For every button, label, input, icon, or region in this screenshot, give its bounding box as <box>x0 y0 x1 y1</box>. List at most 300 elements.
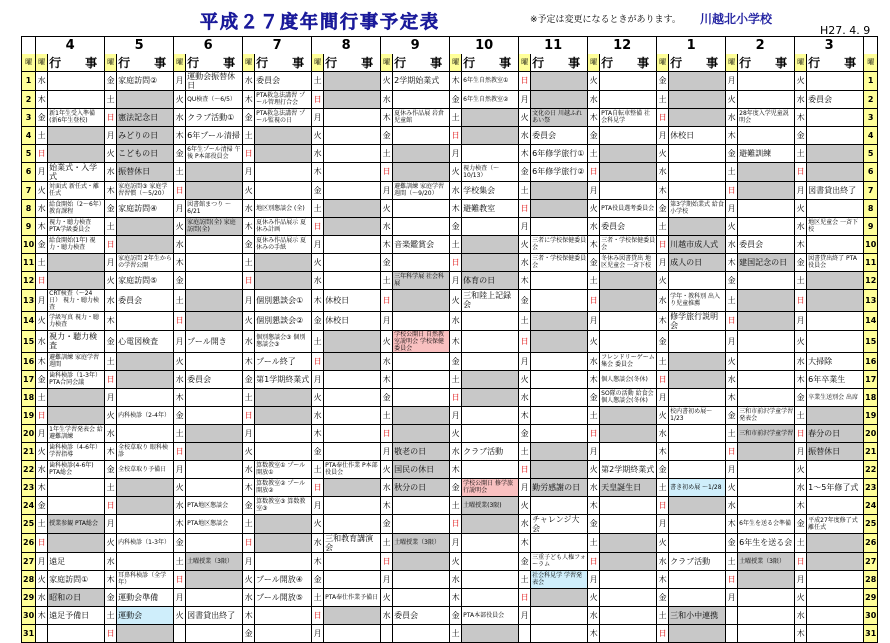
weekday-cell: 木 <box>243 352 255 370</box>
month-header: 4 <box>36 37 105 54</box>
weekday-cell: 水 <box>105 424 117 442</box>
event-cell: 運動会振替休日 <box>186 71 243 90</box>
weekday-cell: 金 <box>36 496 48 514</box>
event-cell <box>255 514 312 533</box>
day-number: 6 <box>864 162 878 181</box>
event-cell <box>738 352 795 370</box>
weekday-cell: 水 <box>243 71 255 90</box>
event-cell: 校内書初め展～1/23 <box>669 406 726 424</box>
event-cell <box>738 289 795 311</box>
weekday-cell: 土 <box>657 478 669 496</box>
weekday-cell: 土 <box>519 442 531 460</box>
weekday-cell: 日 <box>726 181 738 199</box>
event-cell: 視力・聴力検査 <box>48 330 105 352</box>
event-cell: 学校公開日 自然教室説明会 学校保健委員会 <box>393 330 450 352</box>
weekday-cell: 土 <box>795 406 807 424</box>
weekday-cell: 金 <box>657 71 669 90</box>
weekday-cell: 水 <box>174 496 186 514</box>
weekday-cell <box>726 606 738 624</box>
weekday-cell: 金 <box>243 496 255 514</box>
weekday-cell: 木 <box>588 624 600 642</box>
weekday-cell: 火 <box>36 181 48 199</box>
event-cell <box>531 424 588 442</box>
event-cell <box>807 624 864 642</box>
weekday-cell: 金 <box>450 478 462 496</box>
weekday-cell: 木 <box>105 311 117 330</box>
day-number: 18 <box>22 388 36 406</box>
table-row <box>22 460 878 478</box>
weekday-cell: 水 <box>450 570 462 588</box>
weekday-cell: 月 <box>726 460 738 478</box>
event-cell <box>48 496 105 514</box>
weekday-label: 曜 <box>174 54 186 72</box>
event-cell: 図書貸出終了 <box>807 181 864 199</box>
event-cell <box>600 514 657 533</box>
weekday-cell: 金 <box>381 126 393 144</box>
table-row <box>22 496 878 514</box>
weekday-cell: 金 <box>657 588 669 606</box>
weekday-cell: 月 <box>243 552 255 570</box>
weekday-cell: 木 <box>36 90 48 108</box>
event-cell <box>186 424 243 442</box>
event-cell <box>531 271 588 289</box>
table-row <box>22 442 878 460</box>
event-cell: 委員会 <box>186 370 243 388</box>
day-number: 29 <box>22 588 36 606</box>
event-cell <box>807 108 864 126</box>
month-header: 10 <box>450 37 519 54</box>
weekday-cell: 日 <box>657 235 669 253</box>
weekday-cell: 木 <box>657 570 669 588</box>
weekday-cell: 金 <box>519 552 531 570</box>
weekday-cell: 水 <box>588 352 600 370</box>
event-cell: 図書貸出終了 PTA役員会 <box>807 253 864 271</box>
event-cell: チャレンジ大会 <box>531 514 588 533</box>
event-cell <box>669 624 726 642</box>
event-cell <box>48 90 105 108</box>
weekday-cell: 木 <box>657 311 669 330</box>
weekday-cell: 木 <box>588 235 600 253</box>
weekday-cell: 木 <box>588 370 600 388</box>
weekday-cell: 日 <box>450 126 462 144</box>
event-cell <box>255 552 312 570</box>
day-number: 3 <box>22 108 36 126</box>
event-cell: こどもの日 <box>117 144 174 162</box>
weekday-cell: 日 <box>174 570 186 588</box>
weekday-cell: 土 <box>381 144 393 162</box>
weekday-cell: 土 <box>174 162 186 181</box>
table-row <box>22 311 878 330</box>
event-cell: PTA地区懇談会 <box>186 496 243 514</box>
weekday-cell: 木 <box>174 253 186 271</box>
event-cell <box>48 388 105 406</box>
weekday-cell: 金 <box>105 588 117 606</box>
weekday-cell: 金 <box>795 514 807 533</box>
event-cell <box>600 496 657 514</box>
weekday-cell: 金 <box>174 144 186 162</box>
weekday-cell: 水 <box>381 606 393 624</box>
weekday-cell: 土 <box>36 388 48 406</box>
day-number: 13 <box>22 289 36 311</box>
weekday-cell: 水 <box>36 199 48 217</box>
weekday-cell: 月 <box>795 570 807 588</box>
event-cell <box>738 588 795 606</box>
day-number: 5 <box>22 144 36 162</box>
weekday-cell: 金 <box>105 460 117 478</box>
annual-schedule-table <box>21 36 878 643</box>
weekday-cell: 日 <box>657 370 669 388</box>
day-number: 20 <box>864 424 878 442</box>
event-cell: プール開放④ <box>255 570 312 588</box>
weekday-cell: 火 <box>174 606 186 624</box>
event-cell <box>738 624 795 642</box>
event-cell <box>669 588 726 606</box>
event-cell: 6年卒業生 <box>807 370 864 388</box>
weekday-cell: 日 <box>726 442 738 460</box>
event-cell <box>669 162 726 181</box>
weekday-cell: 土 <box>381 533 393 552</box>
event-cell <box>393 514 450 533</box>
weekday-cell: 水 <box>174 235 186 253</box>
event-cell: PTA救急法講習 プール管理打合会 <box>255 90 312 108</box>
weekday-cell: 日 <box>243 144 255 162</box>
event-cell <box>807 144 864 162</box>
event-cell <box>48 478 105 496</box>
weekday-cell: 土 <box>519 311 531 330</box>
event-cell <box>393 424 450 442</box>
event-cell: 夏休み作品展示 夏休みの手紙 <box>255 235 312 253</box>
weekday-cell: 月 <box>726 330 738 352</box>
table-row <box>22 108 878 126</box>
event-cell: 成人の日 <box>669 253 726 271</box>
event-cell: 6年生プール清掃 午後 P本部役員会 <box>186 144 243 162</box>
event-cell <box>600 71 657 90</box>
weekday-cell: 日 <box>519 199 531 217</box>
weekday-cell: 月 <box>519 90 531 108</box>
event-cell <box>186 181 243 199</box>
weekday-cell: 月 <box>657 388 669 406</box>
weekday-cell: 日 <box>243 271 255 289</box>
day-number: 15 <box>22 330 36 352</box>
event-cell: 卒業生送別会 出席 <box>807 388 864 406</box>
weekday-cell <box>726 624 738 642</box>
event-cell <box>117 352 174 370</box>
weekday-cell: 水 <box>243 199 255 217</box>
event-cell <box>324 624 381 642</box>
weekday-cell: 金 <box>381 253 393 271</box>
event-cell: PTA奉仕作業予備日 <box>324 588 381 606</box>
day-number: 25 <box>22 514 36 533</box>
weekday-cell: 火 <box>795 199 807 217</box>
day-number: 24 <box>22 496 36 514</box>
table-row <box>22 424 878 442</box>
weekday-cell: 水 <box>381 90 393 108</box>
day-number: 20 <box>22 424 36 442</box>
event-cell <box>462 330 519 352</box>
day-number: 4 <box>864 126 878 144</box>
weekday-cell: 水 <box>105 289 117 311</box>
event-cell: 憲法記念日 <box>117 108 174 126</box>
event-cell: 国民の休日 <box>393 460 450 478</box>
event-cell <box>807 606 864 624</box>
event-cell: 文化の日 川越ふれあい祭 <box>531 108 588 126</box>
day-number: 21 <box>22 442 36 460</box>
weekday-cell: 土 <box>243 514 255 533</box>
event-cell <box>738 442 795 460</box>
event-cell: 歯科検診（4-6年） 学習指導 <box>48 442 105 460</box>
event-cell: 大掃除 <box>807 352 864 370</box>
weekday-cell: 木 <box>174 388 186 406</box>
event-cell <box>600 588 657 606</box>
event-cell <box>255 144 312 162</box>
weekday-cell: 日 <box>105 496 117 514</box>
event-cell <box>462 588 519 606</box>
day-number: 26 <box>22 533 36 552</box>
table-row <box>22 478 878 496</box>
weekday-cell: 日 <box>519 330 531 352</box>
weekday-cell: 日 <box>588 424 600 442</box>
event-cell <box>600 162 657 181</box>
weekday-cell: 金 <box>726 533 738 552</box>
weekday-cell: 金 <box>450 606 462 624</box>
day-number: 7 <box>864 181 878 199</box>
weekday-cell: 月 <box>381 442 393 460</box>
event-cell <box>807 71 864 90</box>
weekday-cell: 月 <box>105 253 117 271</box>
weekday-cell: 水 <box>381 352 393 370</box>
event-cell <box>186 533 243 552</box>
event-cell <box>48 624 105 642</box>
event-cell <box>669 424 726 442</box>
event-cell: 視力・聴力検査 PTA学級委員会 <box>48 217 105 235</box>
event-cell <box>531 90 588 108</box>
event-cell <box>324 552 381 570</box>
weekday-cell: 土 <box>795 271 807 289</box>
weekday-cell: 金 <box>450 352 462 370</box>
event-cell <box>531 624 588 642</box>
weekday-cell <box>381 624 393 642</box>
weekday-cell: 火 <box>381 330 393 352</box>
weekday-cell: 金 <box>174 406 186 424</box>
event-cell <box>669 460 726 478</box>
event-cell: 避難訓練 家庭学習週間（～9/20） <box>393 181 450 199</box>
event-cell: 対面式 新任式・離任式 <box>48 181 105 199</box>
weekday-cell: 土 <box>450 235 462 253</box>
weekday-cell: 金 <box>381 388 393 406</box>
weekday-cell: 木 <box>450 330 462 352</box>
weekday-cell: 木 <box>381 370 393 388</box>
event-cell: 体育の日 <box>462 271 519 289</box>
weekday-cell: 日 <box>657 108 669 126</box>
weekday-cell: 水 <box>450 311 462 330</box>
weekday-cell: 水 <box>312 406 324 424</box>
weekday-cell: 火 <box>588 588 600 606</box>
day-label: 曜 <box>22 54 36 72</box>
weekday-cell: 金 <box>519 162 531 181</box>
weekday-cell: 土 <box>450 624 462 642</box>
event-cell <box>600 442 657 460</box>
event-cell <box>462 144 519 162</box>
event-label: 行 事 <box>325 55 380 70</box>
weekday-cell: 日 <box>381 162 393 181</box>
weekday-cell: 月 <box>243 424 255 442</box>
event-cell <box>600 311 657 330</box>
event-cell: 社会科見学 学習発表会 <box>531 570 588 588</box>
weekday-cell: 火 <box>105 144 117 162</box>
event-cell: プール終了 <box>255 352 312 370</box>
weekday-cell: 水 <box>657 424 669 442</box>
event-cell: PTA役員選考委員会 <box>600 199 657 217</box>
weekday-cell: 月 <box>36 289 48 311</box>
month-header: 3 <box>795 37 864 54</box>
event-cell <box>48 533 105 552</box>
event-cell: 家庭訪問(全) 家庭訪問(全) <box>186 217 243 235</box>
event-cell <box>117 624 174 642</box>
weekday-cell: 水 <box>105 162 117 181</box>
weekday-cell: 火 <box>174 217 186 235</box>
event-cell: 個人懇談会(冬休) <box>600 370 657 388</box>
weekday-cell: 火 <box>312 253 324 271</box>
weekday-cell: 火 <box>243 570 255 588</box>
weekday-cell: 土 <box>657 217 669 235</box>
event-label: 行 事 <box>670 55 725 70</box>
event-cell <box>462 253 519 271</box>
event-cell <box>186 388 243 406</box>
weekday-cell: 日 <box>36 271 48 289</box>
weekday-cell: 金 <box>36 108 48 126</box>
weekday-cell: 日 <box>726 570 738 588</box>
weekday-cell: 火 <box>312 126 324 144</box>
weekday-cell: 土 <box>588 271 600 289</box>
event-cell: SO隊の活動 給食会 個人懇談会(冬休) <box>600 388 657 406</box>
weekday-cell: 水 <box>243 588 255 606</box>
event-cell <box>669 90 726 108</box>
weekday-cell: 金 <box>795 253 807 271</box>
weekday-cell: 火 <box>381 588 393 606</box>
event-cell <box>393 624 450 642</box>
event-cell <box>462 406 519 424</box>
event-cell <box>324 570 381 588</box>
weekday-cell: 水 <box>36 330 48 352</box>
weekday-cell: 日 <box>36 533 48 552</box>
event-cell <box>393 588 450 606</box>
event-cell <box>393 496 450 514</box>
day-number: 1 <box>22 71 36 90</box>
event-cell <box>255 253 312 271</box>
event-cell: 休校日 <box>324 311 381 330</box>
weekday-cell: 月 <box>174 71 186 90</box>
weekday-cell: 水 <box>795 90 807 108</box>
page-title: 平成２７度年間行事予定表 <box>200 12 440 33</box>
weekday-cell: 金 <box>243 624 255 642</box>
weekday-cell: 日 <box>381 424 393 442</box>
event-cell: 土曜授業（3限） <box>738 552 795 570</box>
day-number: 17 <box>22 370 36 388</box>
corner-cell <box>864 37 878 54</box>
weekday-cell: 木 <box>381 108 393 126</box>
day-number: 16 <box>22 352 36 370</box>
event-cell: 学校公開日 修学旅行説明会 <box>462 478 519 496</box>
event-cell: 全校草取り予備日 <box>117 460 174 478</box>
weekday-cell: 月 <box>657 514 669 533</box>
weekday-cell: 火 <box>726 478 738 496</box>
event-cell <box>393 570 450 588</box>
event-cell: 昭和の日 <box>48 588 105 606</box>
event-cell: 第3学期始業式 給食小学校 <box>670 201 724 215</box>
day-number: 1 <box>864 71 878 90</box>
event-cell <box>186 271 243 289</box>
event-label: 行 事 <box>532 55 587 70</box>
event-cell <box>531 588 588 606</box>
weekday-cell: 火 <box>105 271 117 289</box>
day-number: 18 <box>864 388 878 406</box>
event-cell: 三和小中連携 <box>669 606 726 624</box>
event-cell: 家庭訪問③ 家庭学習習慣（～5/20） <box>117 181 174 199</box>
table-row <box>22 570 878 588</box>
weekday-cell: 水 <box>450 442 462 460</box>
weekday-cell: 木 <box>795 496 807 514</box>
table-row <box>22 126 878 144</box>
event-cell: 1～5年修了式 <box>807 478 864 496</box>
event-cell <box>600 90 657 108</box>
event-cell <box>324 90 381 108</box>
event-cell <box>807 235 864 253</box>
day-number: 3 <box>864 108 878 126</box>
notice-text: ※予定は変更になるときがあります。 <box>530 15 681 25</box>
weekday-cell: 火 <box>519 496 531 514</box>
weekday-cell: 水 <box>312 533 324 552</box>
weekday-cell: 土 <box>312 199 324 217</box>
table-row <box>22 330 878 352</box>
event-cell <box>255 388 312 406</box>
weekday-cell: 日 <box>243 533 255 552</box>
event-cell <box>531 442 588 460</box>
month-header: 11 <box>519 37 588 54</box>
weekday-cell: 水 <box>795 352 807 370</box>
event-cell: 休校日 <box>324 289 381 311</box>
weekday-cell: 日 <box>36 144 48 162</box>
event-cell <box>255 126 312 144</box>
event-cell: PTA自転車整備 社会科見学 <box>600 108 657 126</box>
day-number: 19 <box>864 406 878 424</box>
weekday-cell: 木 <box>726 253 738 271</box>
day-number: 13 <box>864 289 878 311</box>
weekday-cell: 火 <box>450 552 462 570</box>
event-cell: 地区別懇談会 (全) <box>255 199 312 217</box>
event-cell: 心電図検査 <box>117 330 174 352</box>
table-row <box>22 162 878 181</box>
weekday-cell: 金 <box>36 370 48 388</box>
weekday-cell: 土 <box>243 253 255 271</box>
event-cell: 運動会準備 <box>117 588 174 606</box>
event-cell <box>324 199 381 217</box>
event-cell <box>393 352 450 370</box>
event-cell <box>669 271 726 289</box>
weekday-cell: 月 <box>243 289 255 311</box>
weekday-cell: 土 <box>726 289 738 311</box>
event-cell <box>462 235 519 253</box>
day-number: 7 <box>22 181 36 199</box>
table-row <box>22 271 878 289</box>
weekday-cell: 土 <box>726 162 738 181</box>
event-label: 行 事 <box>739 55 794 70</box>
event-cell: 振替休日 <box>807 442 864 460</box>
weekday-cell: 水 <box>726 370 738 388</box>
event-cell <box>48 126 105 144</box>
weekday-cell: 月 <box>519 217 531 235</box>
event-cell: 遠足予備日 <box>48 606 105 624</box>
event-cell: 委員会 <box>255 71 312 90</box>
